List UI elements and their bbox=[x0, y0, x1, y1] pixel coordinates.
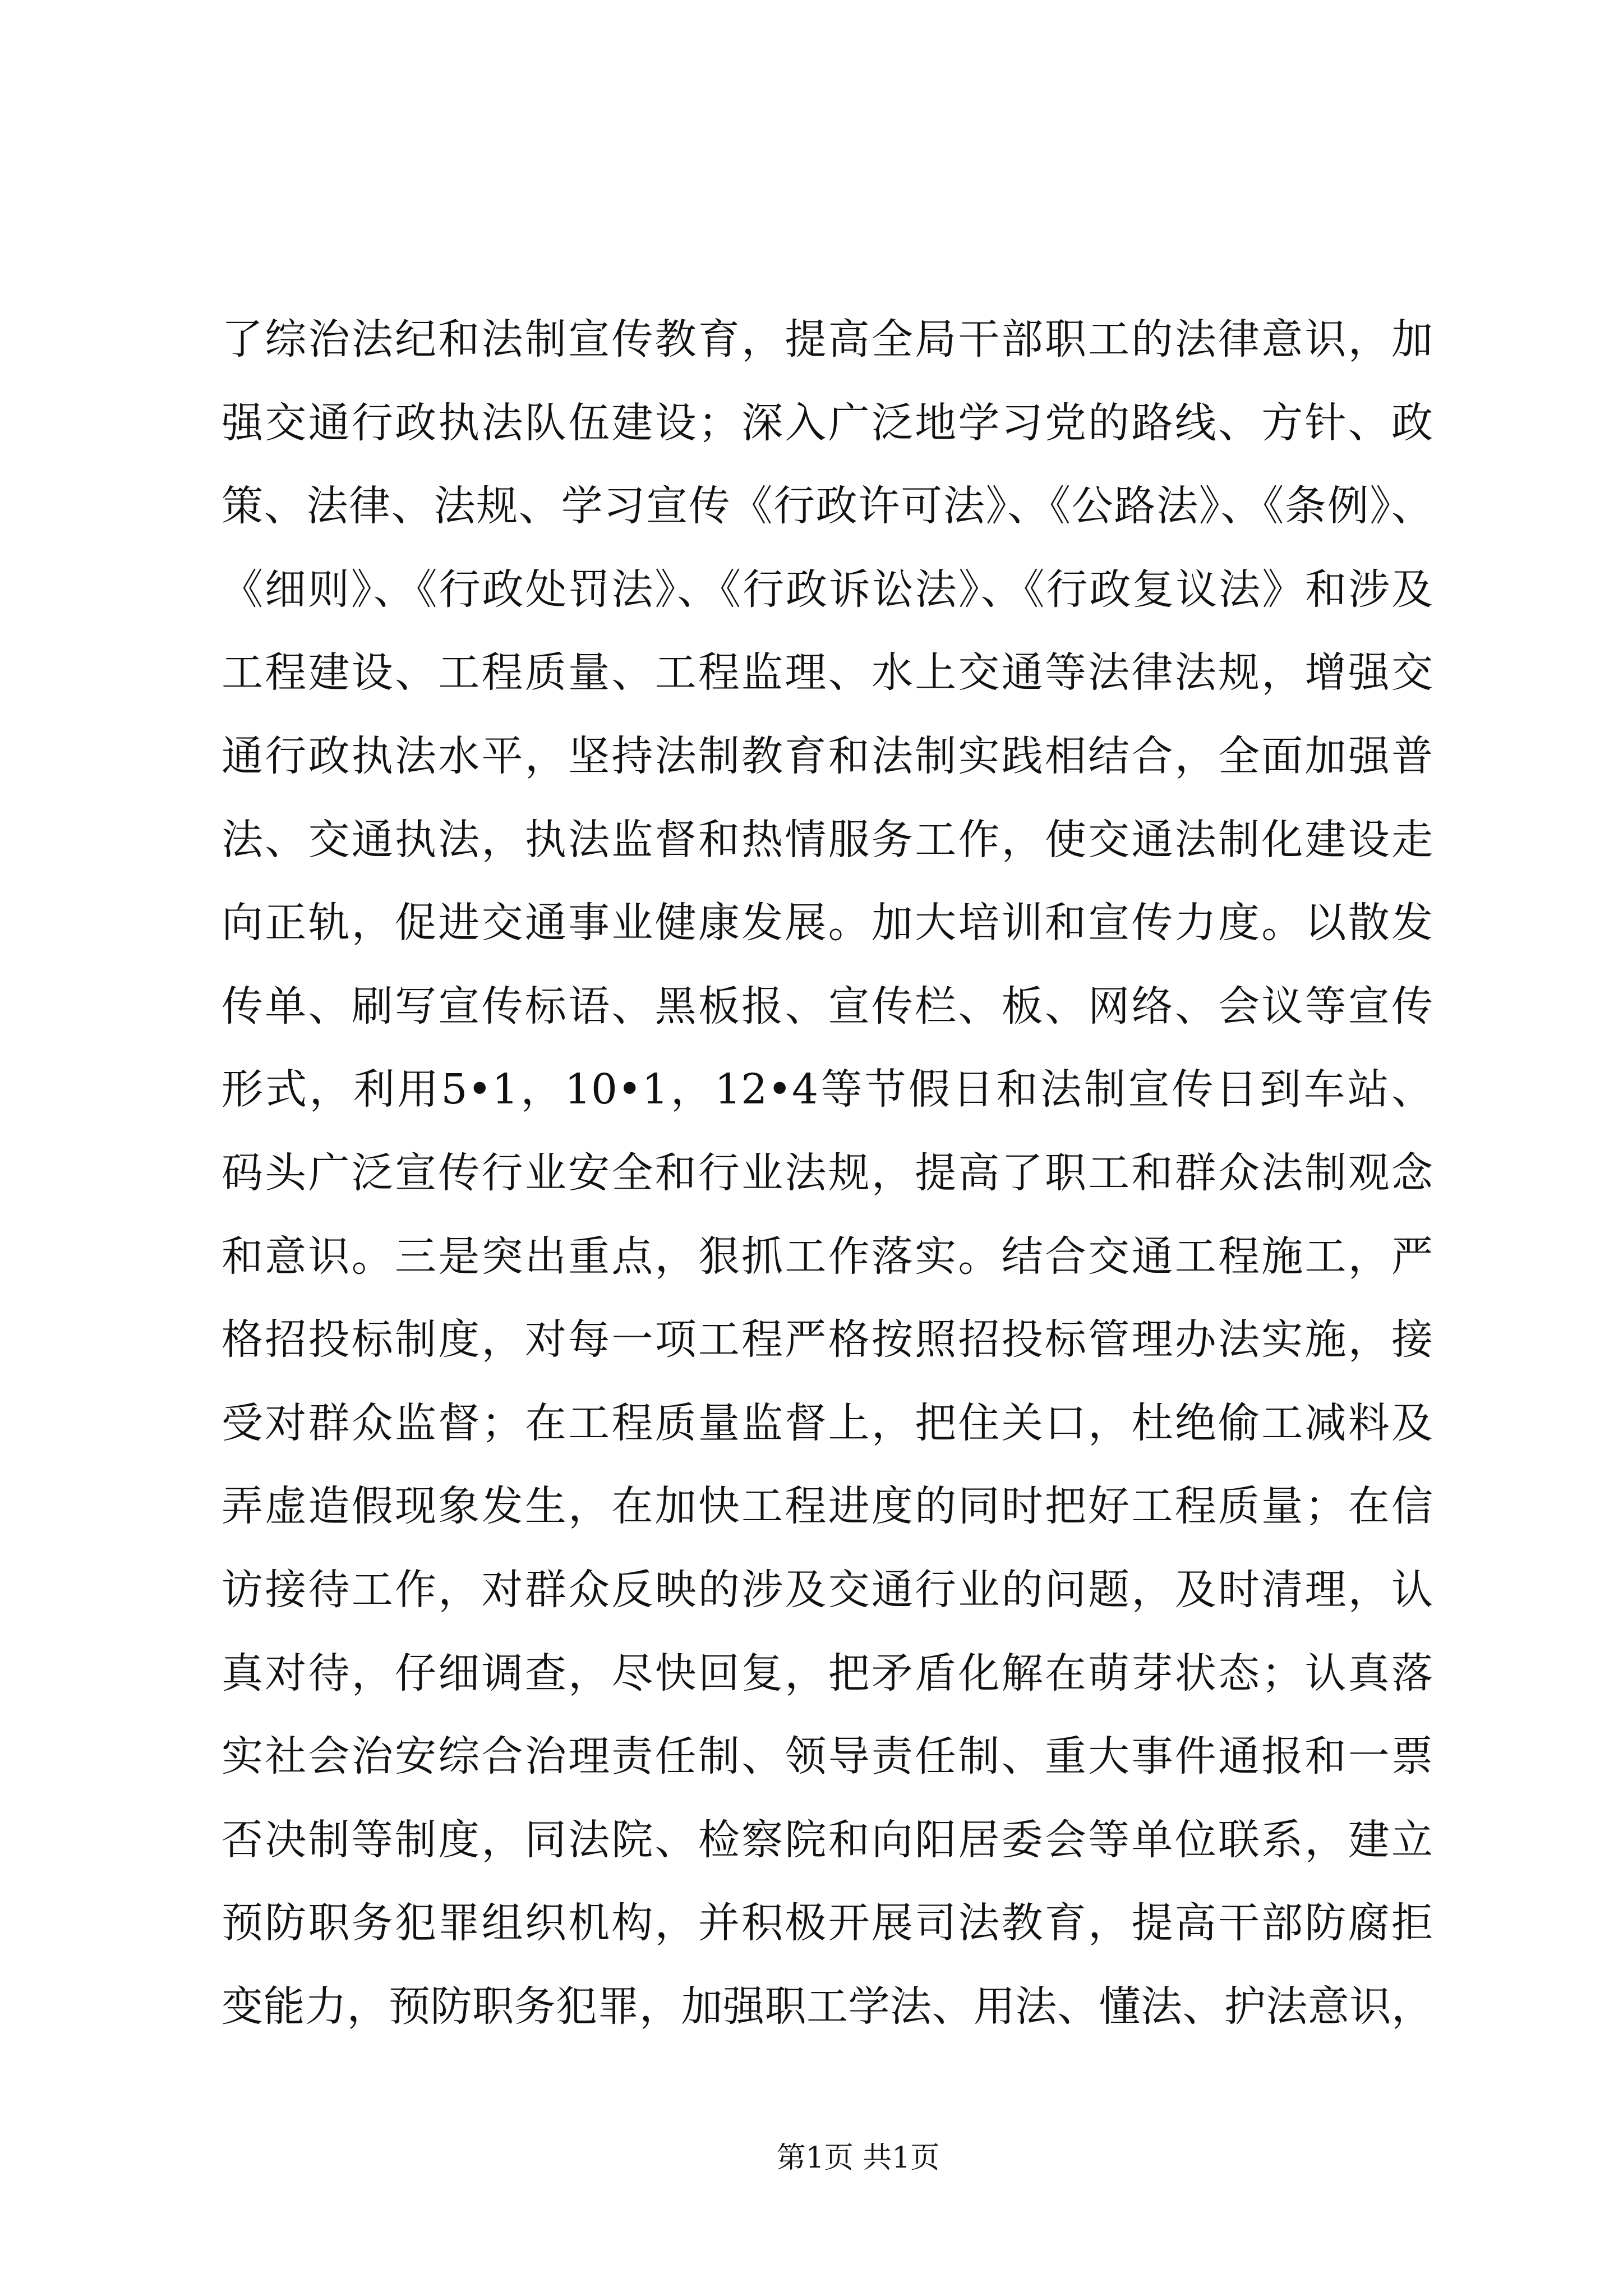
text-line: 预防职务犯罪组织机构，并积极开展司法教育，提高干部防腐拒 bbox=[222, 1899, 1433, 1948]
text-line: 实社会治安综合治理责任制、领导责任制、重大事件通报和一票 bbox=[222, 1732, 1433, 1781]
text-line: 《细则》、《行政处罚法》、《行政诉讼法》、《行政复议法》和涉及 bbox=[222, 565, 1433, 614]
text-line: 和意识。三是突出重点，狠抓工作落实。结合交通工程施工，严 bbox=[222, 1232, 1433, 1281]
text-line: 受对群众监督；在工程质量监督上，把住关口，杜绝偷工减料及 bbox=[222, 1398, 1433, 1447]
body-text bbox=[222, 298, 1433, 2048]
text-line: 向正轨，促进交通事业健康发展。加大培训和宣传力度。以散发 bbox=[222, 899, 1433, 947]
text-line: 变能力，预防职务犯罪，加强职工学法、用法、懂法、护法意识， bbox=[222, 1982, 1433, 2031]
text-line: 传单、刷写宣传标语、黑板报、宣传栏、板、网络、会议等宣传 bbox=[222, 982, 1433, 1030]
text-line: 强交通行政执法队伍建设；深入广泛地学习党的路线、方针、政 bbox=[222, 398, 1433, 447]
text-line: 否决制等制度，同法院、检察院和向阳居委会等单位联系，建立 bbox=[222, 1815, 1433, 1864]
text-line: 访接待工作，对群众反映的涉及交通行业的问题，及时清理，认 bbox=[222, 1565, 1433, 1614]
text-line: 形式，利用5•1，10•1，12•4等节假日和法制宣传日到车站、 bbox=[222, 1065, 1433, 1114]
text-line: 弄虚造假现象发生，在加快工程进度的同时把好工程质量；在信 bbox=[222, 1482, 1433, 1531]
text-line: 格招投标制度，对每一项工程严格按照招投标管理办法实施，接 bbox=[222, 1315, 1433, 1364]
text-line: 法、交通执法，执法监督和热情服务工作，使交通法制化建设走 bbox=[222, 815, 1433, 864]
text-line: 了综治法纪和法制宣传教育，提高全局干部职工的法律意识，加 bbox=[222, 315, 1433, 364]
text-line: 码头广泛宣传行业安全和行业法规，提高了职工和群众法制观念 bbox=[222, 1148, 1433, 1197]
text-line: 工程建设、工程质量、工程监理、水上交通等法律法规，增强交 bbox=[222, 648, 1433, 697]
page-number-footer: 第1页 共1页 bbox=[776, 2141, 940, 2175]
text-line: 通行政执法水平，坚持法制教育和法制实践相结合，全面加强普 bbox=[222, 731, 1433, 780]
text-line: 真对待，仔细调查，尽快回复，把矛盾化解在萌芽状态；认真落 bbox=[222, 1649, 1433, 1697]
text-line: 策、法律、法规、学习宣传《行政许可法》、《公路法》、《条例》、 bbox=[222, 482, 1433, 531]
